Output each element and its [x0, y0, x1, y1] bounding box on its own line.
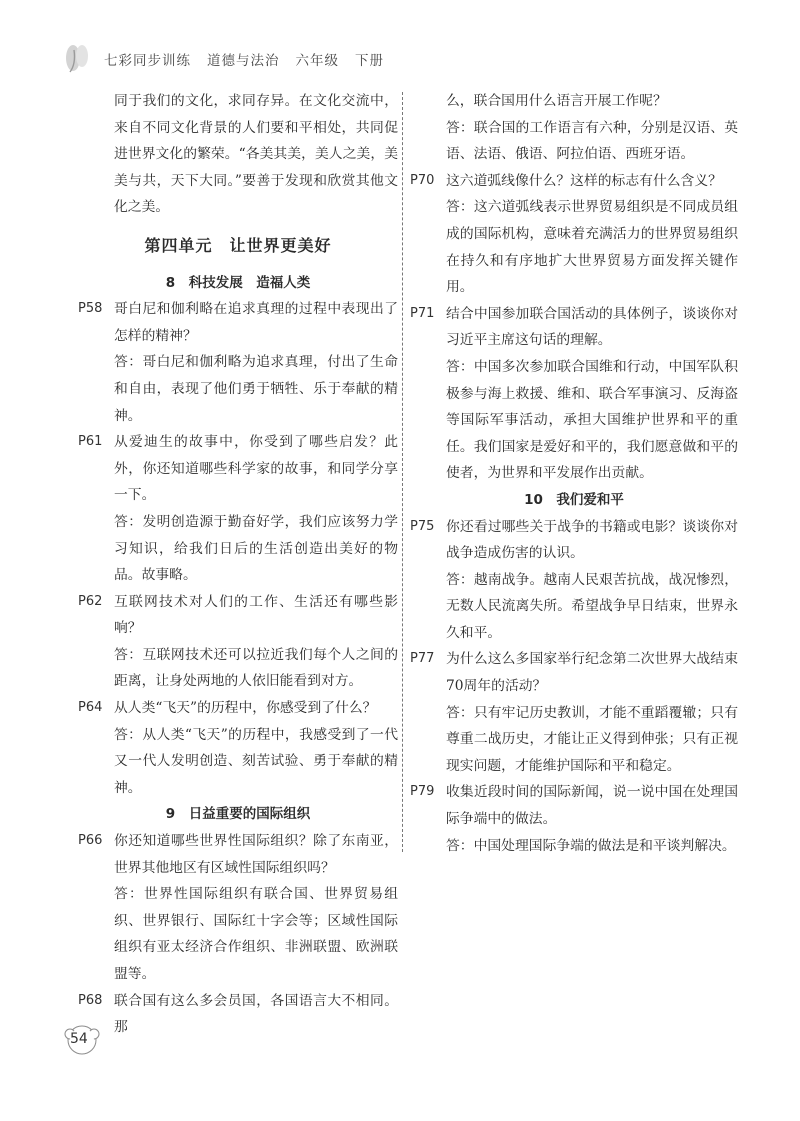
question-text: 这六道弧线像什么？这样的标志有什么含义？: [446, 172, 722, 189]
leaf-logo-icon: [60, 42, 94, 76]
page-header: [60, 42, 400, 76]
left-column: [78, 88, 398, 1041]
unit-title: 第四单元 让世界更美好: [144, 235, 332, 255]
answer-text: 答：越南战争。越南人民艰苦抗战，战况惨烈，无数人民流离失所。希望战争早日结束，世界永久和平。: [446, 571, 738, 641]
question-p71: [410, 301, 738, 487]
question-p66: [78, 828, 398, 988]
question-p62: [78, 589, 398, 695]
page-ref: P75: [410, 518, 435, 534]
volume-label: 下册: [355, 53, 384, 69]
question-p77: [410, 646, 738, 779]
page-number: 54: [70, 1031, 88, 1047]
page-ref: P58: [78, 301, 103, 317]
question-p68-continued: [410, 88, 738, 168]
page-ref: P71: [410, 305, 435, 321]
question-text: 结合中国参加联合国活动的具体例子，谈谈你对习近平主席这句话的理解。: [446, 305, 738, 349]
question-text: 收集近段时间的国际新闻，说一说中国在处理国际争端中的做法。: [446, 784, 738, 828]
question-p64: [78, 695, 398, 801]
question-p58: [78, 296, 398, 429]
question-text: 么，联合国用什么语言开展工作呢？: [446, 93, 667, 109]
subject-title: 道德与法治: [207, 53, 280, 69]
question-text: 联合国有这么多会员国，各国语言大不相同。那: [114, 992, 398, 1036]
question-p68: [78, 988, 398, 1041]
page-ref: P66: [78, 833, 103, 849]
answer-text: 答：哥白尼和伽利略为追求真理，付出了生命和自由，表现了他们勇于牺牲、乐于奉献的精神。: [114, 354, 398, 424]
question-text: 从人类“飞天”的历程中，你感受到了什么？: [114, 700, 377, 717]
question-p70: [410, 168, 738, 301]
answer-text: 答：互联网技术还可以拉近我们每个人之间的距离，让身处两地的人依旧能看到对方。: [114, 646, 398, 690]
column-divider: [402, 92, 403, 852]
page-ref: P70: [410, 172, 435, 188]
grade-label: 六年级: [295, 53, 339, 69]
question-text: 你还看过哪些关于战争的书籍或电影？谈谈你对战争造成伤害的认识。: [446, 518, 738, 562]
question-p79: [410, 779, 738, 859]
answer-text: 答：从人类“飞天”的历程中，我感受到了一代又一代人发明创造、刻苦试验、勇于奉献的精神。: [114, 726, 398, 796]
section-title-10: 10 我们爱和平: [524, 491, 624, 508]
section-title-9: 9 日益重要的国际组织: [165, 806, 311, 823]
page-ref: P79: [410, 784, 435, 800]
page-ref: P62: [78, 593, 103, 609]
answer-text: 答：发明创造源于勤奋好学，我们应该努力学习知识，给我们日后的生活创造出美好的物品。故事略。: [114, 513, 398, 584]
question-p75: [410, 514, 738, 647]
answer-text: 答：世界性国际组织有联合国、世界贸易组织、世界银行、国际红十字会等；区域性国际组织有亚太经济合作组织、非洲联盟、欧洲联盟等。: [114, 886, 398, 982]
question-p61: [78, 429, 398, 589]
answer-text: 答：这六道弧线表示世界贸易组织是不同成员组成的国际机构，意味着充满活力的世界贸易组织在持久和有序地扩大世界贸易方面发挥关键作用。: [446, 199, 738, 296]
answer-text: 答：中国多次参加联合国维和行动，中国军队积极参与海上救援、维和、联合军事演习、反海盗等国际军事活动，承担大国维护世界和平的重任。我们国家是爱好和平的，我们愿意做和平的使者，为世界和平发展作出贡献。: [446, 358, 738, 482]
right-column: [410, 88, 738, 859]
question-text: 互联网技术对人们的工作、生活还有哪些影响？: [114, 593, 398, 637]
question-text: 哥白尼和伽利略在追求真理的过程中表现出了怎样的精神？: [114, 301, 398, 344]
question-text: 为什么这么多国家举行纪念第二次世界大战结束70周年的活动？: [446, 651, 738, 695]
page-ref: P68: [78, 992, 103, 1008]
answer-text: 答：中国处理国际争端的做法是和平谈判解决。: [446, 837, 736, 854]
page-ref: P64: [78, 700, 103, 716]
answer-text: 答：只有牢记历史教训，才能不重蹈覆辙；只有尊重二战历史，才能让正义得到伸张；只有正视现实问题，才能维护国际和平和稳定。: [446, 704, 738, 774]
section-title-8: 8 科技发展 造福人类: [165, 274, 311, 291]
series-title: 七彩同步训练: [104, 53, 191, 69]
question-text: 从爱迪生的故事中，你受到了哪些启发？此外，你还知道哪些科学家的故事，和同学分享一下。: [114, 434, 398, 504]
page-ref: P61: [78, 434, 103, 450]
answer-text: 答：联合国的工作语言有六种，分别是汉语、英语、法语、俄语、阿拉伯语、西班牙语。: [446, 119, 738, 163]
question-text: 你还知道哪些世界性国际组织？除了东南亚，世界其他地区有区域性国际组织吗？: [114, 833, 398, 876]
intro-paragraph: 同于我们的文化，求同存异。在文化交流中，来自不同文化背景的人们要和平相处，共同促进世界文化的繁荣。“各美其美，美人之美，美美与共，天下大同。”要善于发现和欣赏其他文化之美。: [114, 93, 398, 216]
page-ref: P77: [410, 651, 435, 667]
